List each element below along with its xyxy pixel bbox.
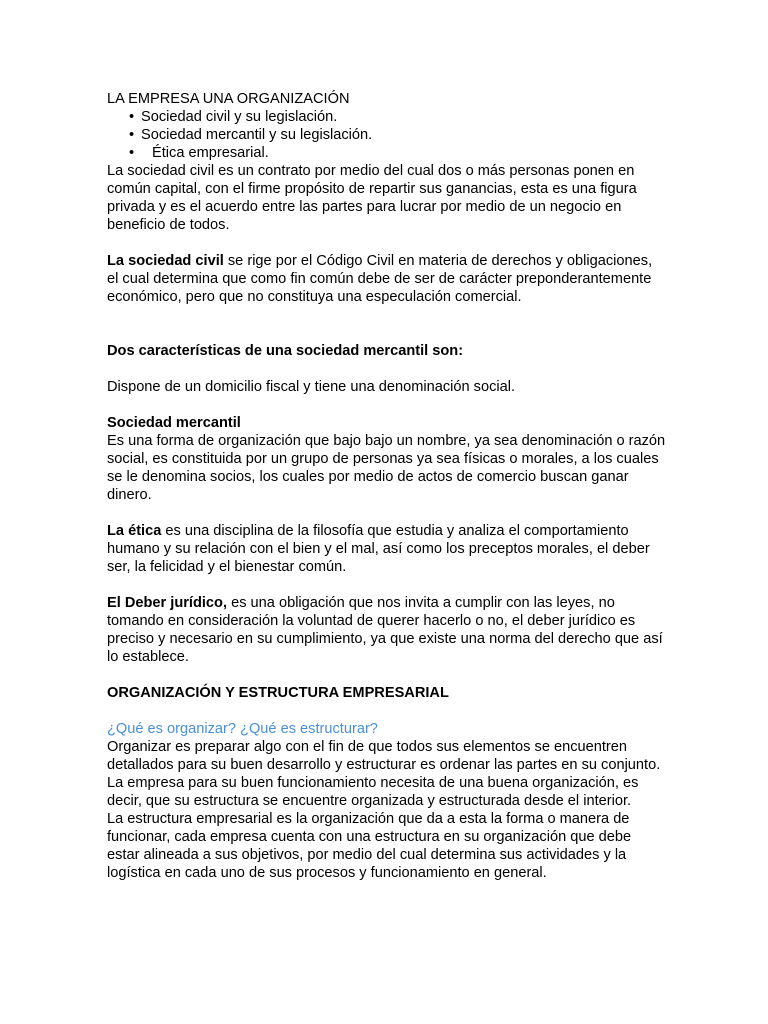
paragraph-sociedad-mercantil: Es una forma de organización que bajo bajo un nombre, ya sea denominación o razón social, es constituida por un grupo de personas ya sea físicas o morales, a los cuales se le denomina socios, los cuales por medio de actos de comercio buscan ganar dinero. xyxy=(107,433,666,503)
bold-term-etica: La ética xyxy=(107,523,162,539)
heading-organizacion-estructura xyxy=(107,684,667,702)
spacer xyxy=(107,306,667,342)
spacer xyxy=(107,576,667,594)
document-title: LA EMPRESA UNA ORGANIZACIÓN xyxy=(107,91,350,107)
topic-list xyxy=(107,108,667,162)
heading-caracteristicas xyxy=(107,342,667,360)
paragraph-text: es una obligación que nos invita a cumplir con las leyes, no tomando en consideración la voluntad de querer hacerlo o no, el deber jurídico es preciso y necesario en su cumplimiento, ya que existe una norma del derecho que así lo establece. xyxy=(107,595,663,665)
paragraph-text: se rige por el Código Civil en materia de derechos y obligaciones, el cual determina que como fin común debe de ser de carácter preponderantemente económico, pero que no constituya una especulación comercial. xyxy=(107,253,653,305)
topic-item-civil: • Sociedad civil y su legislación. xyxy=(141,108,667,126)
bold-term-deber-juridico: El Deber jurídico, xyxy=(107,595,228,611)
paragraph-text: es una disciplina de la filosofía que estudia y analiza el comportamiento humano y su relación con el bien y el mal, así como los preceptos morales, el deber ser, la felicidad y el bienestar común. xyxy=(107,523,650,575)
paragraph-estructura-empresarial: La estructura empresarial es la organización que da a esta la forma o manera de funcionar, cada empresa cuenta con una estructura en su organización que debe estar alineada a sus objetivos, por medio del cual determina sus actividades y la logística en cada uno de sus procesos y funcionamiento en general. xyxy=(107,811,632,881)
heading-sociedad-mercantil xyxy=(107,414,667,432)
paragraph-etica xyxy=(107,522,667,576)
topic-item-mercantil: • Sociedad mercantil y su legislación. xyxy=(141,126,667,144)
spacer xyxy=(107,702,667,720)
question-organizar-estructurar: ¿Qué es organizar? ¿Qué es estructurar? xyxy=(107,721,378,737)
spacer xyxy=(107,396,667,414)
paragraph-sociedad-civil-definition: La sociedad civil es un contrato por medio del cual dos o más personas ponen en común capital, con el firme propósito de repartir sus ganancias, esta es una figura privada y es el acuerdo entre las partes para lucrar por medio de un negocio en beneficio de todos. xyxy=(107,163,637,233)
spacer xyxy=(107,666,667,684)
spacer xyxy=(107,234,667,252)
spacer xyxy=(107,360,667,378)
paragraph-organizar: Organizar es preparar algo con el fin de que todos sus elementos se encuentren detallados para su buen desarrollo y estructurar es ordenar las partes en su conjunto. xyxy=(107,739,661,773)
heading-text: Sociedad mercantil xyxy=(107,415,241,431)
heading-text: ORGANIZACIÓN Y ESTRUCTURA EMPRESARIAL xyxy=(107,685,449,701)
topic-item-etica: • Ética empresarial. xyxy=(141,144,667,162)
heading-text: Dos características de una sociedad mercantil son: xyxy=(107,343,464,359)
paragraph-sociedad-civil-legislation xyxy=(107,252,667,306)
paragraph-domicilio-fiscal: Dispone de un domicilio fiscal y tiene una denominación social. xyxy=(107,379,516,395)
bold-term-sociedad-civil: La sociedad civil xyxy=(107,253,224,269)
spacer xyxy=(107,504,667,522)
paragraph-deber-juridico xyxy=(107,594,667,666)
document-page xyxy=(107,90,667,882)
paragraph-empresa-funcionamiento: La empresa para su buen funcionamiento necesita de una buena organización, es decir, que su estructura se encuentre organizada y estructurada desde el interior. xyxy=(107,775,639,809)
